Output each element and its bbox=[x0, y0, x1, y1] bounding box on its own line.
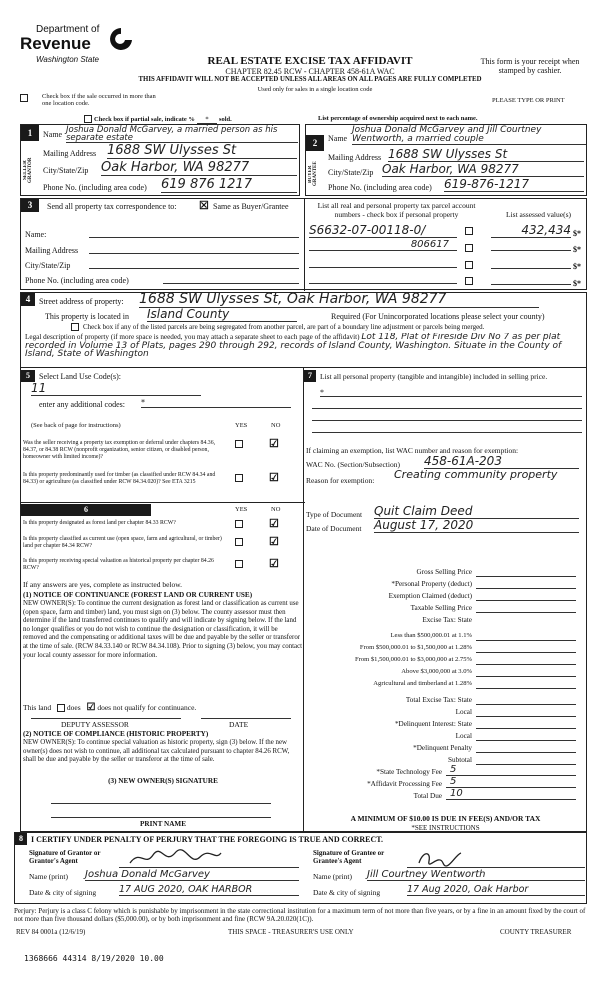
segregated-label: Check box if any of the listed parcels are being segregated from another parcel, are part of a boundary line adjustment or parcels being merged. bbox=[83, 323, 485, 331]
doc-date-label: Date of Document bbox=[306, 524, 362, 533]
deputy-assessor-label: DEPUTY ASSESSOR bbox=[61, 720, 129, 729]
see-back-note: (See back of page for instructions) bbox=[31, 422, 121, 429]
dollar-3: $* bbox=[573, 262, 581, 271]
gross-label: Gross Selling Price bbox=[416, 568, 472, 576]
corr-phone-label: Phone No. (including area code) bbox=[25, 276, 129, 285]
wac-value: 458-61A-203 bbox=[424, 454, 579, 469]
logo-dept: Department of bbox=[36, 24, 100, 35]
total-state-label: Total Excise Tax: State bbox=[405, 696, 472, 704]
multi-location-checkbox[interactable] bbox=[20, 94, 28, 102]
qualify-label: qualify for continuance. bbox=[124, 703, 197, 712]
s6-question-1: Is this property designated as forest land per chapter 84.33 RCW? bbox=[23, 520, 176, 526]
grantor-name-label: Name (print) bbox=[29, 872, 68, 881]
parcel-2: 806617 bbox=[309, 239, 457, 251]
total-due-label: Total Due bbox=[413, 792, 442, 800]
s6-question-3: Is this property receiving special valuation as historical property per chapter 84.26 RCW? bbox=[23, 558, 214, 572]
type-print-note: PLEASE TYPE OR PRINT bbox=[492, 97, 565, 104]
seller-phone-value: 619 876 1217 bbox=[161, 177, 297, 193]
tech-fee-value: 5 bbox=[446, 764, 576, 776]
s6-q1-no-check-icon[interactable]: ☑ bbox=[269, 518, 279, 530]
corr-address-field[interactable] bbox=[89, 245, 299, 254]
seller-phone-label: Phone No. (including area code) bbox=[43, 183, 147, 192]
buyer-section bbox=[305, 124, 587, 196]
s6-no-header: NO bbox=[271, 506, 281, 513]
located-label: This property is located in bbox=[45, 312, 129, 321]
print-name-field[interactable] bbox=[51, 808, 271, 818]
this-land-label: This land bbox=[23, 703, 52, 712]
same-as-buyer-check-icon[interactable]: ☒ bbox=[199, 200, 209, 212]
grantee-name-value: Jill Courtney Wentworth bbox=[367, 869, 585, 881]
s6-q1-yes[interactable] bbox=[235, 520, 243, 528]
personal-property-value: * bbox=[320, 388, 324, 397]
left-column bbox=[20, 368, 304, 832]
notice1-text: NEW OWNER(S): To continue the current designation as forest land or classification as current use (open space, farm and timber) land, you must sign on (3) below. The county assessor must then determine if the land transferred continues to qualify and will indicate by signing below. If the land no longer qualifies or you do not wish to continue the designation or classification, it will be removed and the compensating or additional taxes will be due and payable by the seller or transferor at the time of sale. (RCW 84.33.140 or RCW 84.34.108). Prior to signing (3) below, you may contact your local county assessor for more information. bbox=[23, 600, 303, 659]
county-value: Island County bbox=[147, 307, 297, 322]
dollar-4: $* bbox=[573, 279, 581, 288]
does-label: does bbox=[66, 703, 81, 712]
grantee-date-value: 17 Aug 2020, Oak Harbor bbox=[407, 884, 585, 896]
seller-city-label: City/State/Zip bbox=[43, 166, 89, 175]
local2-label: Local bbox=[455, 732, 472, 740]
correspondence-section bbox=[20, 198, 587, 290]
see-instructions: *SEE INSTRUCTIONS bbox=[411, 824, 480, 832]
recording-stamp: 1368666 44314 8/19/2020 10.00 bbox=[24, 954, 164, 963]
corr-phone-field[interactable] bbox=[163, 275, 299, 284]
used-only-note: Used only for sales in a single location code bbox=[257, 86, 373, 93]
section-number-8: 8 bbox=[15, 833, 27, 845]
s6-yes-header: YES bbox=[235, 506, 248, 513]
s5-q2-no-check-icon[interactable]: ☑ bbox=[269, 472, 279, 484]
assessed-title: List assessed value(s) bbox=[506, 210, 571, 219]
grantee-sig-label: Signature of Grantee or Grantee's Agent bbox=[313, 849, 385, 865]
seller-city-value: Oak Harbor, WA 98277 bbox=[101, 160, 297, 176]
partial-sale-row bbox=[84, 114, 304, 124]
proc-fee-label: *Affidavit Processing Fee bbox=[367, 780, 442, 788]
partial-sale-sold: sold. bbox=[218, 116, 232, 123]
seller-side-label: SELLER GRANTOR bbox=[23, 157, 33, 183]
treasurer-space-label: THIS SPACE - TREASURER'S USE ONLY bbox=[228, 928, 354, 936]
doc-type-value: Quit Claim Deed bbox=[374, 504, 579, 519]
excise-state-label: Excise Tax: State bbox=[422, 616, 472, 624]
legal-value: Lot 118, Plat of Fireside Div No 7 as per plat recorded in Volume 13 of Plats, pages 290 through 292, records of Island County, Washington. Situate in the County of Island, State of Washington bbox=[25, 333, 562, 360]
grantor-name-value: Joshua Donald McGarvey bbox=[85, 869, 299, 881]
rate-2: From $500,000.01 to $1,500,000 at 1.28% bbox=[359, 644, 472, 651]
seller-section bbox=[20, 124, 300, 196]
section-number-7: 7 bbox=[304, 370, 316, 382]
buyer-city-label: City/State/Zip bbox=[328, 168, 374, 177]
legal-description bbox=[25, 333, 585, 367]
buyer-name-label: Name bbox=[328, 134, 348, 143]
buyer-phone-value: 619-876-1217 bbox=[444, 177, 584, 192]
any-yes-note: If any answers are yes, complete as instructed below. bbox=[23, 580, 183, 589]
parcel-2-checkbox[interactable] bbox=[465, 244, 473, 252]
dollar-2: $* bbox=[573, 245, 581, 254]
new-owner-sig-label: (3) NEW OWNER(S) SIGNATURE bbox=[108, 777, 218, 785]
rate-4: Above $3,000,000 at 3.0% bbox=[401, 668, 472, 675]
reason-value: Creating community property bbox=[394, 468, 558, 481]
seller-name-label: Name bbox=[43, 130, 63, 139]
grantor-signature bbox=[125, 847, 225, 869]
wac-label: WAC No. (Section/Subsection) bbox=[306, 460, 400, 469]
does-checkbox[interactable] bbox=[57, 704, 65, 712]
right-column bbox=[304, 368, 587, 832]
form-title: REAL ESTATE EXCISE TAX AFFIDAVIT bbox=[207, 55, 413, 67]
total-due-value: 10 bbox=[446, 788, 576, 800]
county-treasurer-label: COUNTY TREASURER bbox=[500, 928, 572, 936]
doc-type-label: Type of Document bbox=[306, 510, 363, 519]
personal-label: *Personal Property (deduct) bbox=[391, 580, 472, 588]
grantee-name-label: Name (print) bbox=[313, 872, 352, 881]
penalty-label: *Delinquent Penalty bbox=[413, 744, 472, 752]
s6-q3-yes[interactable] bbox=[235, 560, 243, 568]
proc-fee-value: 5 bbox=[446, 776, 576, 788]
land-use-label: Select Land Use Code(s): bbox=[39, 372, 121, 381]
doc-date-value: August 17, 2020 bbox=[374, 518, 579, 533]
perjury-note: Perjury: Perjury is a class C felony which is punishable by imprisonment in the state correctional institution for a maximum term of not more than five years, or by a fine in an amount fixed by the court of not more than five thousand dollars ($5,000.00), or by both imprisonment and fine (RCW 9A.20.020(1C)). bbox=[14, 907, 586, 924]
s5-q2-yes[interactable] bbox=[235, 474, 243, 482]
seller-name-value: Joshua Donald McGarvey, a married person as his separate estate bbox=[66, 126, 298, 143]
s6-question-2: Is this property classified as current use (open space, farm and agricultural, or timber) land per chapter 84.34 RCW? bbox=[23, 536, 222, 550]
list-pct-note: List percentage of ownership acquired next to each name. bbox=[318, 115, 478, 122]
parcel-1: S6632-07-00118-0/ bbox=[309, 223, 457, 238]
does-not-label: does not bbox=[97, 703, 123, 712]
minimum-note: A MINIMUM OF $10.00 IS DUE IN FEE(S) AND/OR TAX bbox=[350, 814, 541, 823]
partial-sale-label: Check box if partial sale, indicate % bbox=[94, 116, 195, 123]
reason-label: Reason for exemption: bbox=[306, 476, 375, 485]
section-number-4: 4 bbox=[21, 293, 35, 306]
s5-q1-no-check-icon[interactable]: ☑ bbox=[269, 438, 279, 450]
buyer-phone-label: Phone No. (including area code) bbox=[328, 183, 432, 192]
corr-city-label: City/State/Zip bbox=[25, 261, 71, 270]
notice2-text: NEW OWNER(S): To continue special valuation as historic property, sign (3) below. If the new owner(s) does not wish to continue, all additional tax calculated pursuant to chapter 84.26 RCW, shall be due and payable by the seller or transferor at the time of sale. bbox=[23, 739, 290, 764]
exemption-claim-label: If claiming an exemption, list WAC number and reason for exemption: bbox=[306, 446, 519, 455]
parcel-3-checkbox[interactable] bbox=[465, 261, 473, 269]
new-owner-sig-field[interactable] bbox=[51, 794, 271, 804]
street-address-label: Street address of property: bbox=[39, 297, 124, 306]
parcel-1-checkbox[interactable] bbox=[465, 227, 473, 235]
parcel-4-checkbox[interactable] bbox=[465, 277, 473, 285]
continuance-row bbox=[23, 702, 303, 713]
exemption-label: Exemption Claimed (deduct) bbox=[388, 592, 472, 600]
s5-q1-yes[interactable] bbox=[235, 440, 243, 448]
additional-codes-label: enter any additional codes: bbox=[39, 400, 125, 409]
does-not-check-icon[interactable]: ☑ bbox=[86, 702, 96, 713]
corr-name-label: Name: bbox=[25, 230, 47, 239]
seller-address-label: Mailing Address bbox=[43, 149, 97, 158]
grantor-date-label: Date & city of signing bbox=[29, 888, 97, 897]
tech-fee-label: *State Technology Fee bbox=[376, 768, 442, 776]
form-chapter: CHAPTER 82.45 RCW - CHAPTER 458-61A WAC bbox=[225, 67, 395, 76]
receipt-note: This form is your receipt when stamped by cashier. bbox=[480, 57, 580, 75]
s5-question-2: Is this property predominantly used for timber (as classified under RCW 84.34 and 84.33) or agriculture (as classified under RCW 84.34.020)? See ETA 3215 bbox=[23, 472, 216, 486]
section-number-2: 2 bbox=[306, 135, 324, 151]
assessed-1: 432,434 bbox=[491, 223, 571, 238]
certify-statement: I CERTIFY UNDER PENALTY OF PERJURY THAT THE FOREGOING IS TRUE AND CORRECT. bbox=[31, 835, 384, 844]
corr-city-field[interactable] bbox=[89, 260, 299, 269]
multi-location-row bbox=[20, 93, 250, 107]
grantee-signature bbox=[415, 849, 465, 869]
same-as-buyer-label: Same as Buyer/Grantee bbox=[213, 202, 289, 211]
section-number-5: 5 bbox=[21, 370, 35, 382]
rate-3: From $1,500,000.01 to $3,000,000 at 2.75% bbox=[354, 656, 472, 663]
section-number-6: 6 bbox=[21, 504, 151, 516]
street-address-value: 1688 SW Ulysses St, Oak Harbor, WA 98277 bbox=[139, 291, 539, 308]
section-number-1: 1 bbox=[21, 125, 39, 141]
taxable-label: Taxable Selling Price bbox=[410, 604, 472, 612]
delinquent-interest-label: *Delinquent Interest: State bbox=[394, 720, 472, 728]
buyer-side-label: BUYER GRANTEE bbox=[308, 161, 318, 187]
buyer-city-value: Oak Harbor, WA 98277 bbox=[382, 162, 584, 177]
s6-q2-no-check-icon[interactable]: ☑ bbox=[269, 536, 279, 548]
property-section bbox=[20, 292, 587, 368]
segregated-checkbox[interactable] bbox=[71, 323, 79, 331]
land-use-code: 11 bbox=[31, 381, 201, 396]
certification-section bbox=[14, 832, 587, 904]
s5-no-header: NO bbox=[271, 422, 281, 429]
rate-1: Less than $500,000.01 at 1.1% bbox=[390, 632, 472, 639]
logo-swirl-icon bbox=[108, 26, 134, 54]
additional-codes-value: * bbox=[141, 398, 291, 408]
print-name-label: PRINT NAME bbox=[140, 820, 186, 828]
buyer-address-label: Mailing Address bbox=[328, 153, 382, 162]
parcel-list-title: List all real and personal property tax parcel account numbers - check box if personal property bbox=[317, 201, 476, 219]
personal-property-label: List all personal property (tangible and intangible) included in selling price. bbox=[320, 372, 548, 381]
s6-q2-yes[interactable] bbox=[235, 538, 243, 546]
buyer-name-value: Joshua Donald McGarvey and Jill Courtney Wentworth, a married couple bbox=[352, 126, 586, 145]
grantee-date-label: Date & city of signing bbox=[313, 888, 381, 897]
rate-5: Agricultural and timberland at 1.28% bbox=[373, 680, 472, 687]
corr-name-field[interactable] bbox=[89, 229, 299, 238]
section-number-3: 3 bbox=[21, 199, 39, 212]
partial-sale-pct: * bbox=[197, 115, 217, 124]
grantor-sig-label: Signature of Grantor or Grantor's Agent bbox=[29, 849, 101, 865]
subtotal-label: Subtotal bbox=[448, 756, 472, 764]
multi-location-label: Check box if the sale occurred in more than one location code. bbox=[42, 93, 156, 107]
legal-label: Legal description of property (if more space is needed, you may attach a separate sheet to each page of the affidavit) bbox=[25, 333, 360, 341]
s5-yes-header: YES bbox=[235, 422, 248, 429]
correspondence-label: Send all property tax correspondence to: bbox=[47, 202, 177, 211]
required-note: Required (For Unincorporated locations please select your county) bbox=[331, 312, 545, 321]
dollar-1: $* bbox=[573, 229, 581, 238]
logo bbox=[20, 24, 135, 66]
revision-label: REV 84 0001a (12/6/19) bbox=[16, 928, 86, 936]
logo-name: Revenue bbox=[20, 34, 91, 53]
local-label: Local bbox=[455, 708, 472, 716]
grantor-date-value: 17 AUG 2020, OAK HARBOR bbox=[119, 884, 299, 896]
s6-q3-no-check-icon[interactable]: ☑ bbox=[269, 558, 279, 570]
seller-address-value: 1688 SW Ulysses St bbox=[107, 143, 297, 159]
corr-address-label: Mailing Address bbox=[25, 246, 79, 255]
buyer-address-value: 1688 SW Ulysses St bbox=[388, 147, 584, 162]
form-warning: THIS AFFIDAVIT WILL NOT BE ACCEPTED UNLESS ALL AREAS ON ALL PAGES ARE FULLY COMPLETED bbox=[138, 76, 482, 83]
notice2-title: (2) NOTICE OF COMPLIANCE (HISTORIC PROPERTY) bbox=[23, 730, 209, 738]
date-label: DATE bbox=[229, 720, 249, 729]
notice1-title: (1) NOTICE OF CONTINUANCE (FOREST LAND OR CURRENT USE) bbox=[23, 591, 253, 599]
logo-state: Washington State bbox=[36, 55, 100, 64]
partial-sale-checkbox[interactable] bbox=[84, 115, 92, 123]
s5-question-1: Was the seller receiving a property tax exemption or deferral under chapters 84.36, 84.37, or 84.38 RCW (nonprofit organization, senior citizen, or disabled person, homeowner with limited income)? bbox=[23, 440, 216, 461]
